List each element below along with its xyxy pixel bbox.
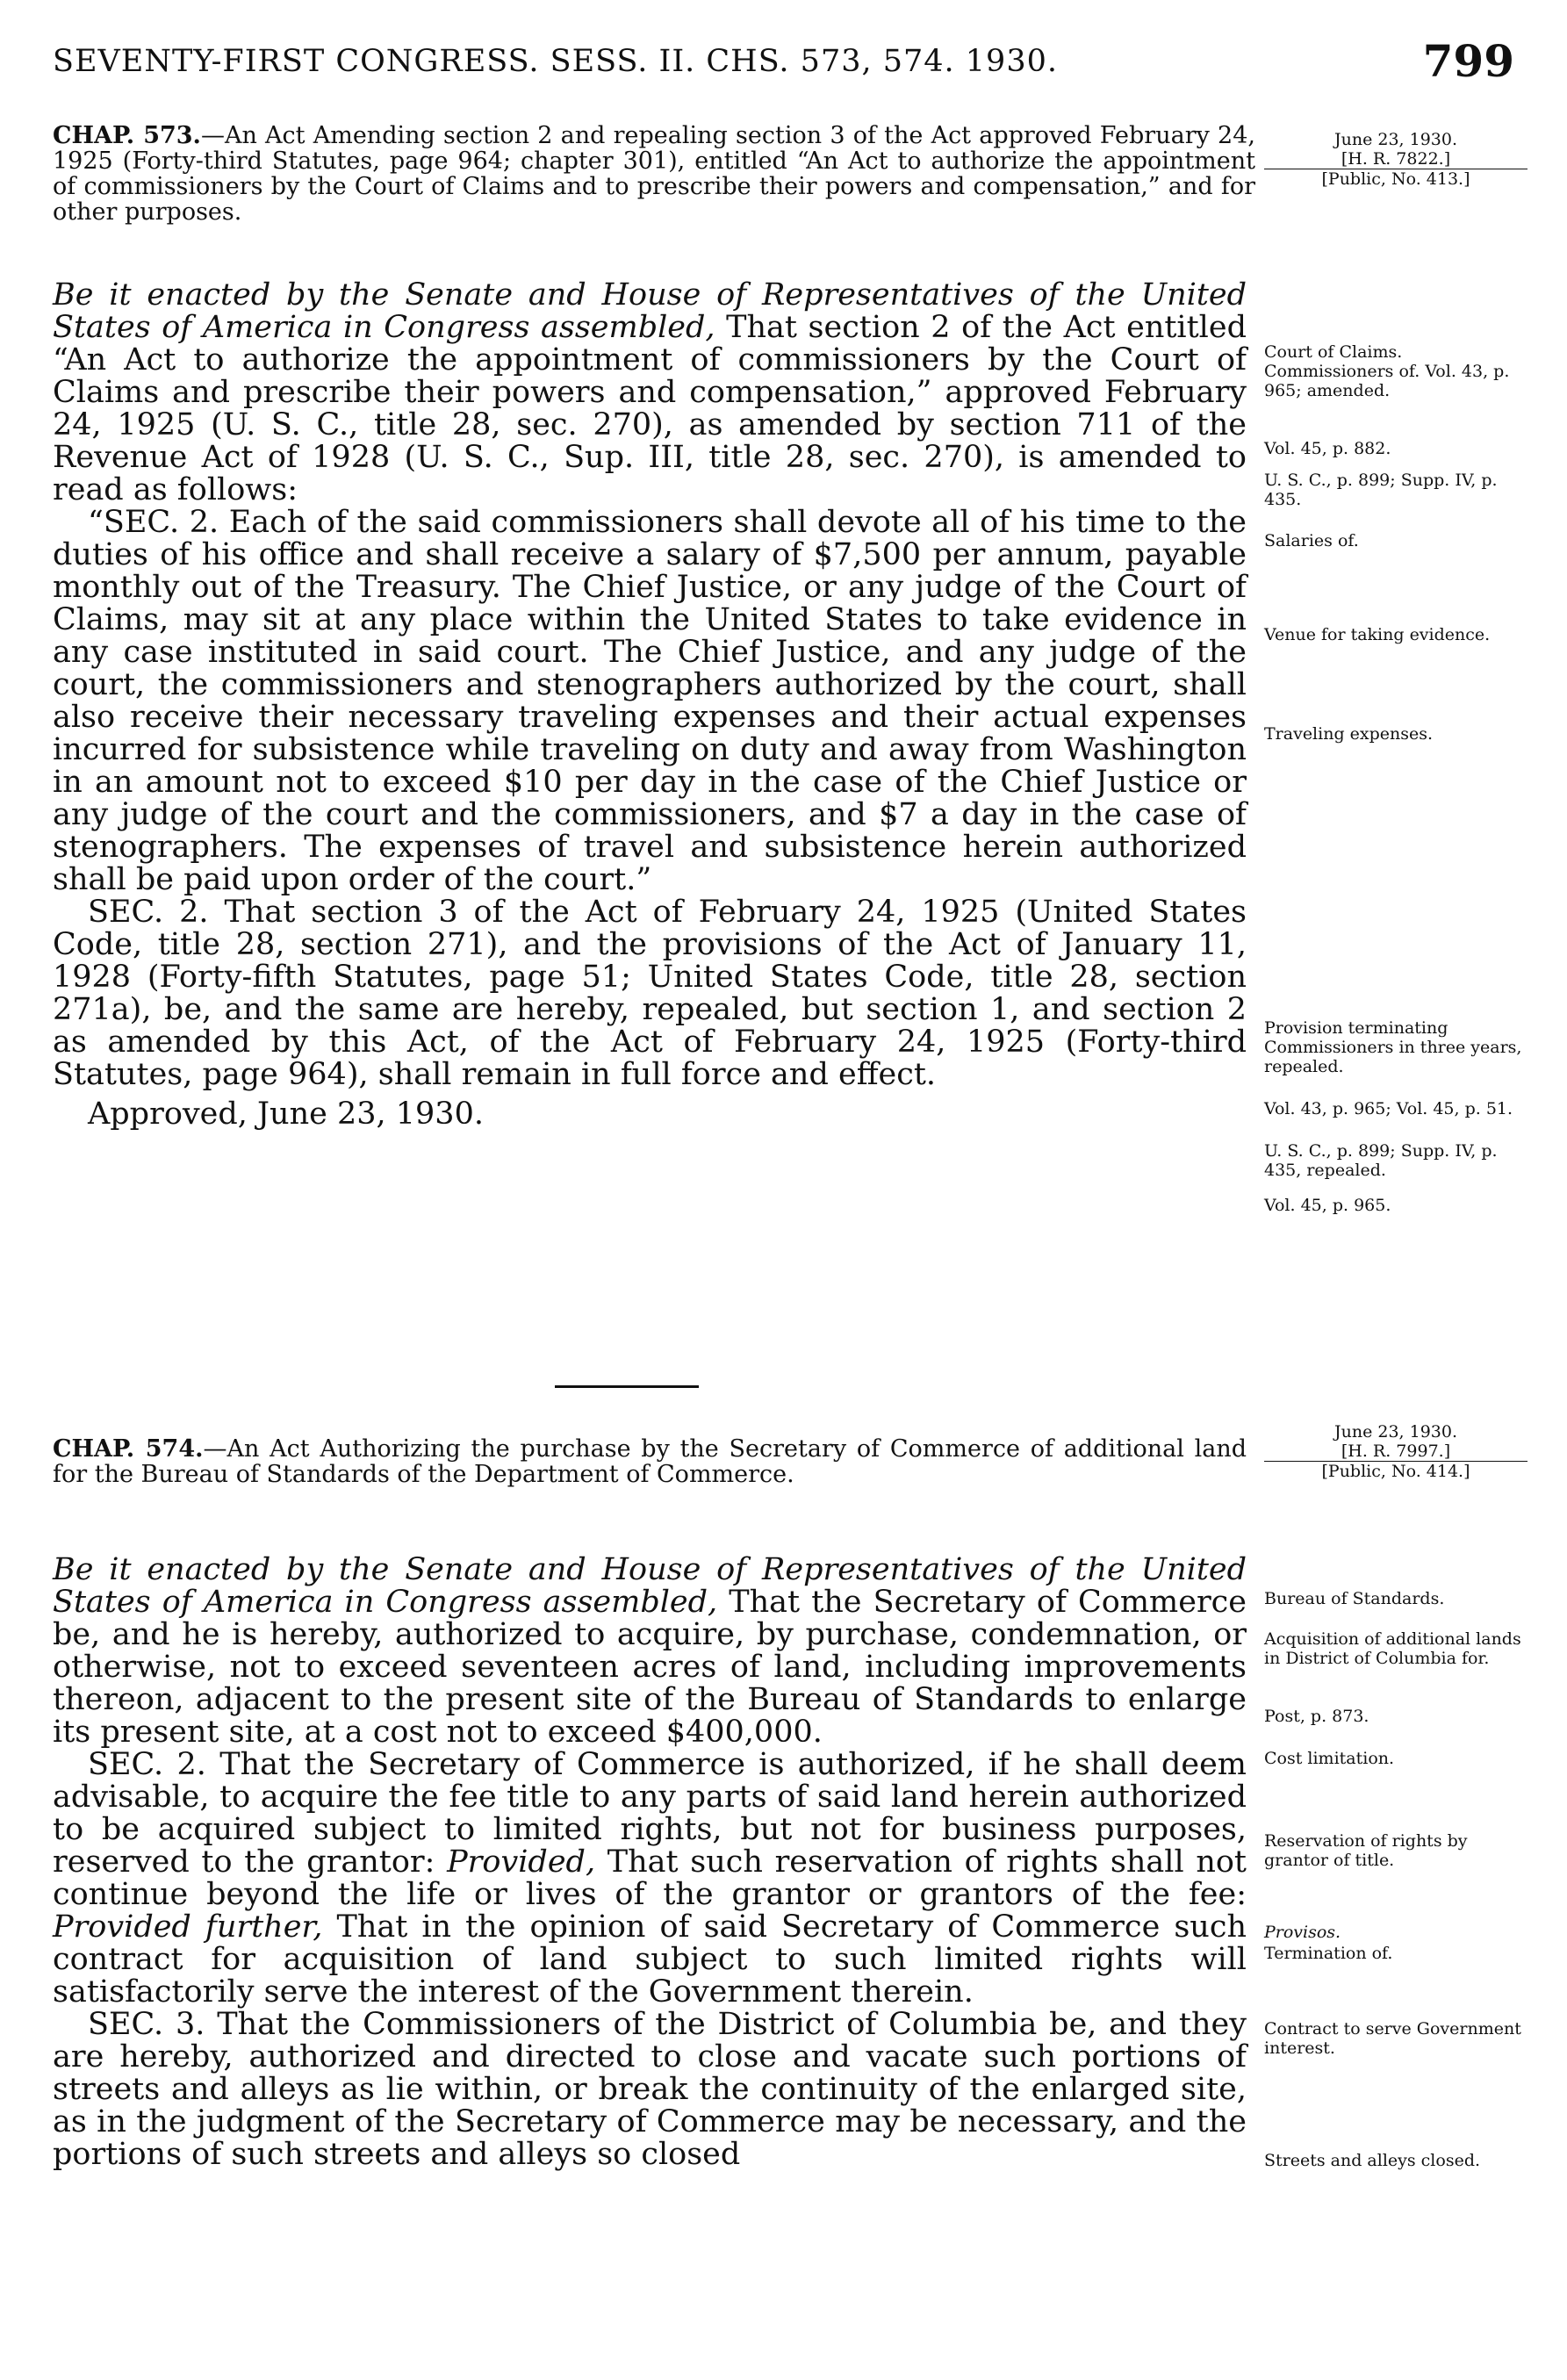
side-note-provisos: Provisos. — [1264, 1923, 1341, 1942]
chap573-side-public: [Public, No. 413.] — [1321, 169, 1470, 189]
chap573-label: CHAP. 573. — [53, 122, 201, 149]
side-note-streets: Streets and alleys closed. — [1264, 2151, 1481, 2170]
chap574-side-date: June 23, 1930. — [1333, 1422, 1458, 1442]
side-note-commissioners-amended: Commissioners of. Vol. 43, p. 965; amended. — [1264, 362, 1510, 400]
chap573-summary-text: —An Act Amending section 2 and repealing section 3 of the Act approved February 24, 1925 (Forty-third Statutes, page 964; chapter 301), entitled “An Act to authorize the appointment of commissioners by the Court of Claims and to prescribe their powers and compensation,” and for other purposes. — [53, 122, 1255, 226]
page-number: 799 — [1422, 35, 1514, 87]
side-note-post: Post, p. 873. — [1264, 1707, 1369, 1726]
side-note-bureau: Bureau of Standards. — [1264, 1589, 1445, 1608]
chap574-summary — [53, 1436, 1247, 1487]
chap574-label: CHAP. 574. — [53, 1435, 204, 1463]
side-note-reservation: Reservation of rights by grantor of title. — [1264, 1831, 1468, 1870]
chap574-para2 — [53, 1749, 1247, 2009]
running-head: SEVENTY-FIRST CONGRESS. SESS. II. CHS. 573, 574. 1930. — [53, 44, 1058, 79]
chap573-para2: “SEC. 2. Each of the said commissioners shall devote all of his time to the duties of his office and shall receive a salary of $7,500 per annum, payable monthly out of the Treasury. The Chief Justice, or any judge of the Court of Claims, may sit at any place within the United States to take evidence in any case instituted in said court. The Chief Justice, and any judge of the court, the commissioners and stenographers authorized by the court, shall also receive their necessary traveling expenses and their actual expenses incurred for subsistence while traveling on duty and away from Washington in an amount not to exceed $10 per day in the case of the Chief Justice or any judge of the court and the commissioners, and $7 a day in the case of stenographers. The expenses of travel and subsistence herein authorized shall be paid upon order of the court.” — [53, 505, 1247, 897]
chap574-para2-b: That such reservation of rights shall not continue beyond the life or lives of the grantor or grantors of the fee: — [53, 1844, 1247, 1912]
chap574-provided: Provided, — [447, 1844, 596, 1880]
chap574-body — [53, 1554, 1247, 2171]
chap574-side-bill: [H. R. 7997.] — [1264, 1442, 1527, 1462]
chap573-para1-text: That section 2 of the Act entitled “An Act to authorize the appointment of commissioners by the Court of Claims and prescribe their powers and compensation,” approved February 24, 1925 (U. S. C., title 28, sec. 270), as amended by section 711 of the Revenue Act of 1928 (U. S. C., Sup. III, title 28, sec. 270), is amended to read as follows: — [53, 310, 1247, 507]
side-note-contract: Contract to serve Government interest. — [1264, 2019, 1521, 2058]
side-note-court-of-claims: Court of Claims. — [1264, 342, 1403, 362]
side-note-acquisition: Acquisition of additional lands in District of Columbia for. — [1264, 1629, 1521, 1668]
side-note-venue: Venue for taking evidence. — [1264, 625, 1491, 644]
chap573-body — [53, 279, 1247, 1131]
chap573-side-date: June 23, 1930. — [1333, 130, 1458, 149]
chap574-para1 — [53, 1554, 1247, 1749]
side-note-termination: Termination of. — [1264, 1944, 1393, 1963]
chapter-divider — [555, 1385, 699, 1388]
side-note-usc-repealed: U. S. C., p. 899; Supp. IV, p. 435, repealed. — [1264, 1141, 1498, 1180]
side-note-vol45-882: Vol. 45, p. 882. — [1264, 439, 1391, 458]
page-header — [53, 35, 1514, 88]
chap574-summary-text: —An Act Authorizing the purchase by the Secretary of Commerce of additional land for the Bureau of Standards of the Department of Commerce. — [53, 1435, 1247, 1488]
chap574-para3: SEC. 3. That the Commissioners of the District of Columbia be, and they are hereby, authorized and directed to close and vacate such portions of streets and alleys as lie within, or break the continuity of the enlarged site, as in the judgment of the Secretary of Commerce may be necessary, and the portions of such streets and alleys so closed — [53, 2007, 1247, 2172]
chap574-para1-text: That the Secretary of Commerce be, and he is hereby, authorized to acquire, by purchase, condemnation, or otherwise, not to exceed seventeen acres of land, including improvements thereon, adjacent to the present site of the Bureau of Standards to enlarge its present site, at a cost not to exceed $400,000. — [53, 1585, 1247, 1750]
chap573-summary — [53, 123, 1255, 225]
chap573-para1 — [53, 279, 1247, 507]
chap574-side-public: [Public, No. 414.] — [1321, 1462, 1470, 1481]
side-note-vol43-vol45: Vol. 43, p. 965; Vol. 45, p. 51. — [1264, 1099, 1513, 1118]
chap574-provided-further: Provided further, — [53, 1909, 323, 1945]
side-note-cost-limitation: Cost limitation. — [1264, 1749, 1395, 1768]
side-note-usc-supp: U. S. C., p. 899; Supp. IV, p. 435. — [1264, 471, 1498, 509]
chap573-approved: Approved, June 23, 1930. — [88, 1097, 484, 1132]
side-note-vol45-965: Vol. 45, p. 965. — [1264, 1196, 1391, 1215]
chap573-side-bill: [H. R. 7822.] — [1264, 149, 1527, 169]
chap573-sidebox — [1264, 130, 1527, 189]
side-note-provision-terminating: Provision terminating Commissioners in three years, repealed. — [1264, 1018, 1522, 1076]
chap574-enacting-clause: Be it enacted by the Senate and House of Representatives of the United States of America in Congress assembled, — [53, 1552, 1247, 1620]
side-note-salaries: Salaries of. — [1264, 531, 1359, 550]
side-note-traveling: Traveling expenses. — [1264, 724, 1434, 744]
chap573-enacting-clause: Be it enacted by the Senate and House of Representatives of the United States of America in Congress assembled, — [53, 277, 1247, 345]
chap574-para2-c: That in the opinion of said Secretary of Commerce such contract for acquisition of land subject to such limited rights will satisfactorily serve the interest of the Government therein. — [53, 1909, 1247, 2010]
chap574-para2-a: SEC. 2. That the Secretary of Commerce is authorized, if he shall deem advisable, to acquire the fee title to any parts of said land herein authorized to be acquired subject to limited rights, but not for business purposes, reserved to the grantor: — [53, 1747, 1247, 1880]
chap573-para3: SEC. 2. That section 3 of the Act of February 24, 1925 (United States Code, title 28, section 271), and the provisions of the Act of January 11, 1928 (Forty-fifth Statutes, page 51; United States Code, title 28, section 271a), be, and the same are hereby, repealed, but section 1, and section 2 as amended by this Act, of the Act of February 24, 1925 (Forty-third Statutes, page 964), shall remain in full force and effect. — [53, 895, 1247, 1092]
chap574-sidebox — [1264, 1422, 1527, 1481]
